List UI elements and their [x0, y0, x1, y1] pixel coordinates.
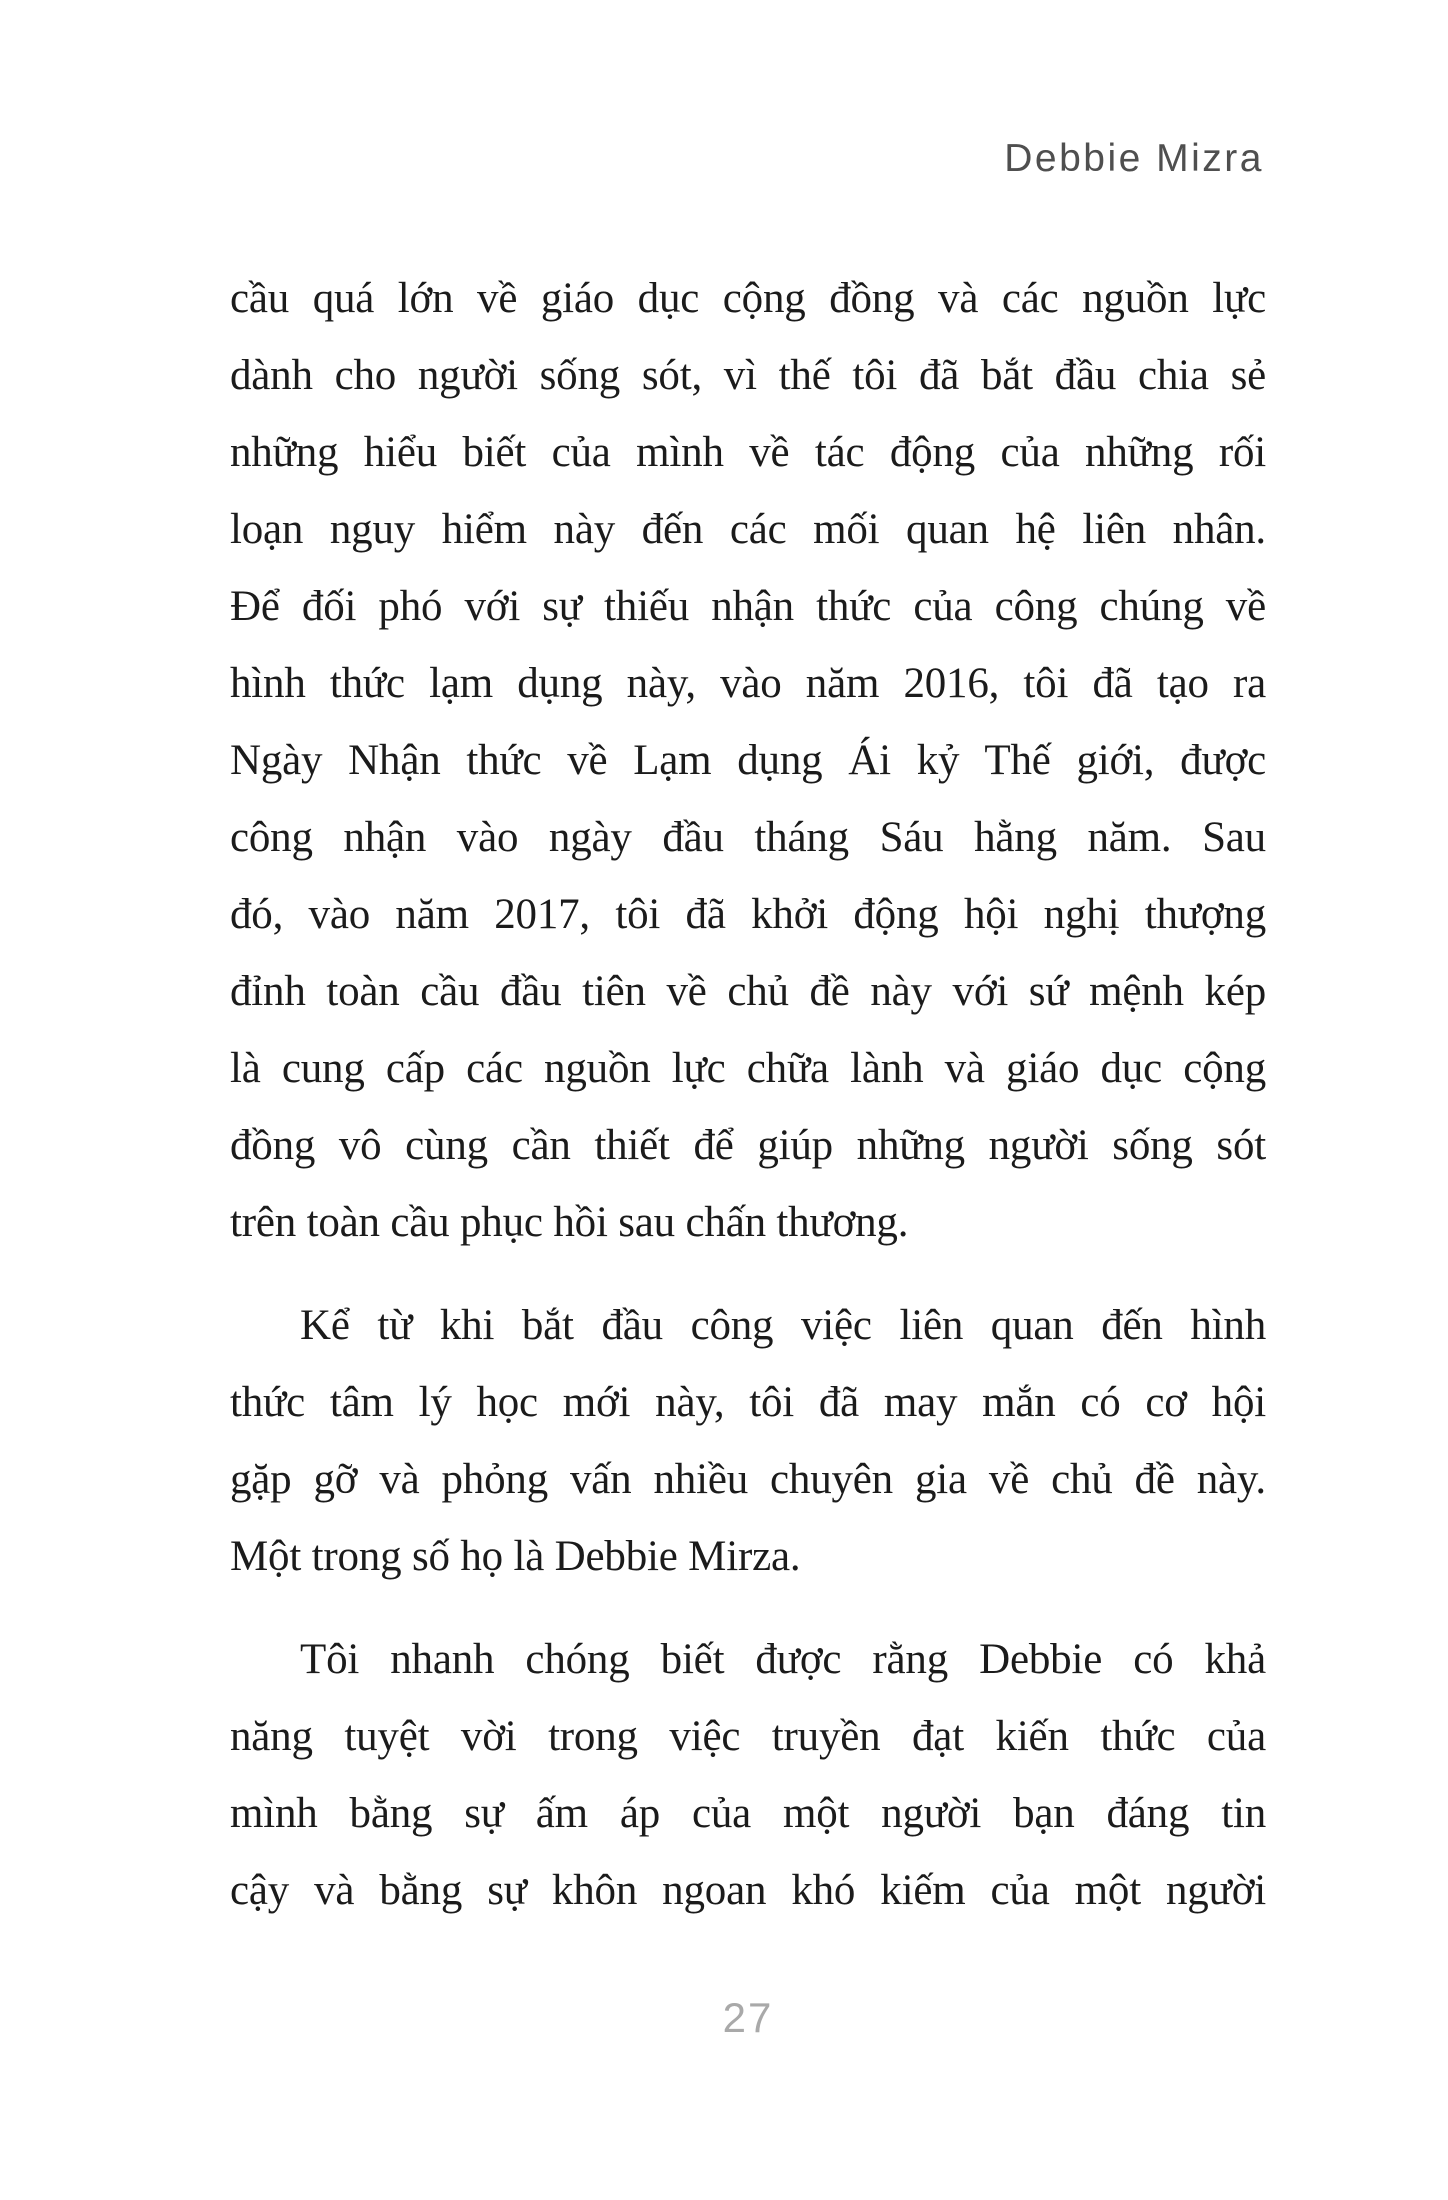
text-line: đó, vào năm 2017, tôi đã khởi động hội nghị thượng: [230, 891, 1266, 938]
text-line: đồng vô cùng cần thiết để giúp những người sống sót: [230, 1122, 1266, 1169]
text-line: đỉnh toàn cầu đầu tiên về chủ đề này với sứ mệnh kép: [230, 968, 1266, 1015]
text-line: trên toàn cầu phục hồi sau chấn thương.: [230, 1199, 909, 1246]
text-line: Ngày Nhận thức về Lạm dụng Ái kỷ Thế giới, được: [230, 737, 1266, 784]
text-line: năng tuyệt vời trong việc truyền đạt kiến thức của: [230, 1713, 1266, 1760]
running-header-author: Debbie Mizra: [1004, 137, 1264, 180]
text-line: gặp gỡ và phỏng vấn nhiều chuyên gia về chủ đề này.: [230, 1456, 1266, 1503]
page-number: 27: [722, 1994, 774, 2041]
text-line: Kể từ khi bắt đầu công việc liên quan đến hình: [300, 1302, 1266, 1349]
text-line: những hiểu biết của mình về tác động của những rối: [230, 429, 1266, 476]
text-line: là cung cấp các nguồn lực chữa lành và giáo dục cộng: [230, 1045, 1266, 1092]
text-line: Tôi nhanh chóng biết được rằng Debbie có khả: [300, 1636, 1266, 1683]
page-body-text: [230, 260, 1266, 1929]
text-line: Để đối phó với sự thiếu nhận thức của công chúng về: [230, 583, 1266, 630]
text-line: cậy và bằng sự khôn ngoan khó kiếm của một người: [230, 1867, 1266, 1914]
paragraph: [230, 1621, 1266, 1929]
text-line: dành cho người sống sót, vì thế tôi đã bắt đầu chia sẻ: [230, 352, 1266, 399]
text-line: thức tâm lý học mới này, tôi đã may mắn có cơ hội: [230, 1379, 1266, 1426]
text-line: cầu quá lớn về giáo dục cộng đồng và các nguồn lực: [230, 275, 1266, 322]
text-line: mình bằng sự ấm áp của một người bạn đáng tin: [230, 1790, 1266, 1837]
paragraph: [230, 1287, 1266, 1595]
text-line: công nhận vào ngày đầu tháng Sáu hằng năm. Sau: [230, 814, 1266, 861]
text-line: Một trong số họ là Debbie Mirza.: [230, 1533, 801, 1580]
text-line: hình thức lạm dụng này, vào năm 2016, tôi đã tạo ra: [230, 660, 1266, 707]
paragraph: [230, 260, 1266, 1261]
text-line: loạn nguy hiểm này đến các mối quan hệ liên nhân.: [230, 506, 1266, 553]
